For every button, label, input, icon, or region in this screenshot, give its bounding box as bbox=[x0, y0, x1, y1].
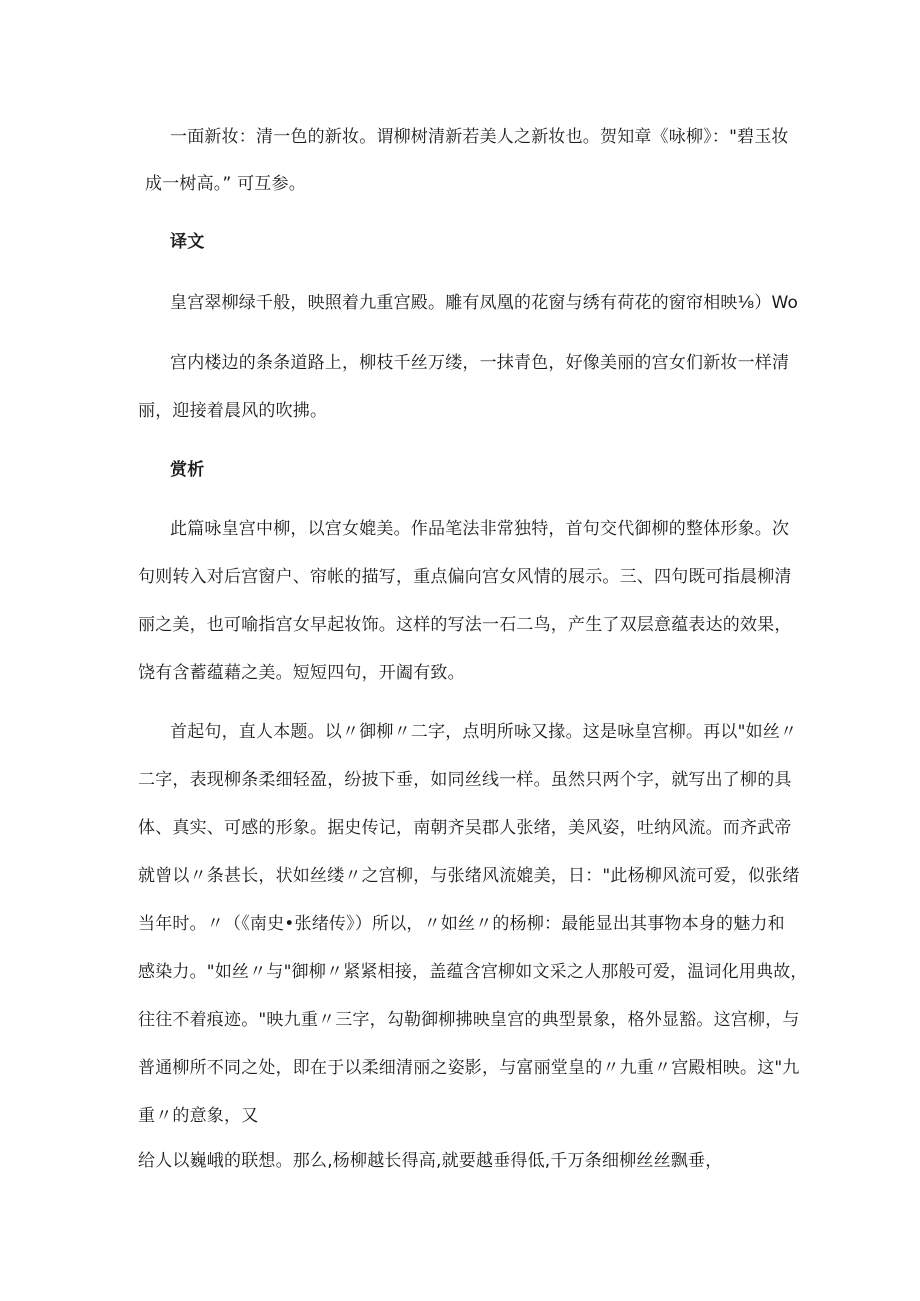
appreciation-paragraph-1-line-1: 此篇咏皇宫中柳，以宫女媲美。作品笔法非常独特，首句交代御柳的整体形象。次 bbox=[170, 519, 790, 539]
translation-paragraph-2-line-2: 丽，迎接着晨风的吹拂。 bbox=[138, 401, 328, 421]
appreciation-paragraph-2-line-5: 当年时。〃（《南史•张绪传》）所以，〃如丝〃的杨柳：最能显出其事物本身的魅力和 bbox=[138, 914, 785, 934]
appreciation-paragraph-1-line-4: 饶有含蓄蕴藉之美。短短四句，开阖有致。 bbox=[138, 663, 465, 683]
translation-paragraph-2-line-1: 宫内楼边的条条道路上，柳枝千丝万缕，一抹青色，好像美丽的宫女们新妆一样清 bbox=[170, 353, 790, 373]
note-line-1: 一面新妆：清一色的新妆。谓柳树清新若美人之新妆也。贺知章《咏柳》："碧玉妆 bbox=[170, 127, 789, 147]
appreciation-paragraph-2-line-1: 首起句，直人本题。以〃御柳〃二字，点明所咏又掾。这是咏皇宫柳。再以"如丝〃 bbox=[170, 722, 798, 742]
appreciation-paragraph-2-line-8: 普通柳所不同之处，即在于以柔细清丽之姿影，与富丽堂皇的〃九重〃宫殿相映。这"九 bbox=[138, 1058, 800, 1078]
appreciation-paragraph-2-line-2: 二字，表现柳条柔细轻盈，纷披下垂，如同丝线一样。虽然只两个字，就写出了柳的具 bbox=[138, 770, 792, 790]
appreciation-paragraph-2-line-7: 往往不着痕迹。"映九重〃三字，勾勒御柳拂映皇宫的典型景象，格外显豁。这宫柳，与 bbox=[138, 1010, 800, 1030]
appreciation-paragraph-3-line-1: 给人以巍峨的联想。那么,杨柳越长得高,就要越垂得低,千万条细柳丝丝飘垂， bbox=[138, 1151, 723, 1171]
note-line-2: 成一树高。” 可互参。 bbox=[145, 174, 306, 194]
appreciation-paragraph-1-line-3: 丽之美，也可喻指宫女早起妆饰。这样的写法一石二鸟，产生了双层意蕴表达的效果， bbox=[138, 615, 792, 635]
appreciation-paragraph-2-line-6: 感染力。"如丝〃与"御柳〃紧紧相接，盖蕴含宫柳如文采之人那般可爱，温词化用典故， bbox=[138, 962, 808, 982]
translation-heading: 译文 bbox=[170, 232, 205, 252]
appreciation-heading: 赏析 bbox=[170, 460, 205, 480]
appreciation-paragraph-1-line-2: 句则转入对后宫窗户、帘帐的描写，重点偏向宫女风情的展示。三、四句既可指晨柳清 bbox=[138, 567, 792, 587]
appreciation-paragraph-2-line-9: 重〃的意象，又 bbox=[138, 1106, 259, 1126]
appreciation-paragraph-2-line-4: 就曾以〃条甚长，状如丝缕〃之宫柳，与张绪风流媲美，日："此杨柳风流可爱，似张绪 bbox=[138, 866, 800, 886]
appreciation-paragraph-2-line-3: 体、真实、可感的形象。据史传记，南朝齐吴郡人张绪，美风姿，吐纳风流。而齐武帝 bbox=[138, 818, 792, 838]
translation-paragraph-1: 皇宫翠柳绿千般，映照着九重宫殿。雕有凤凰的花窗与绣有荷花的窗帘相映⅛）Wo bbox=[170, 293, 799, 313]
